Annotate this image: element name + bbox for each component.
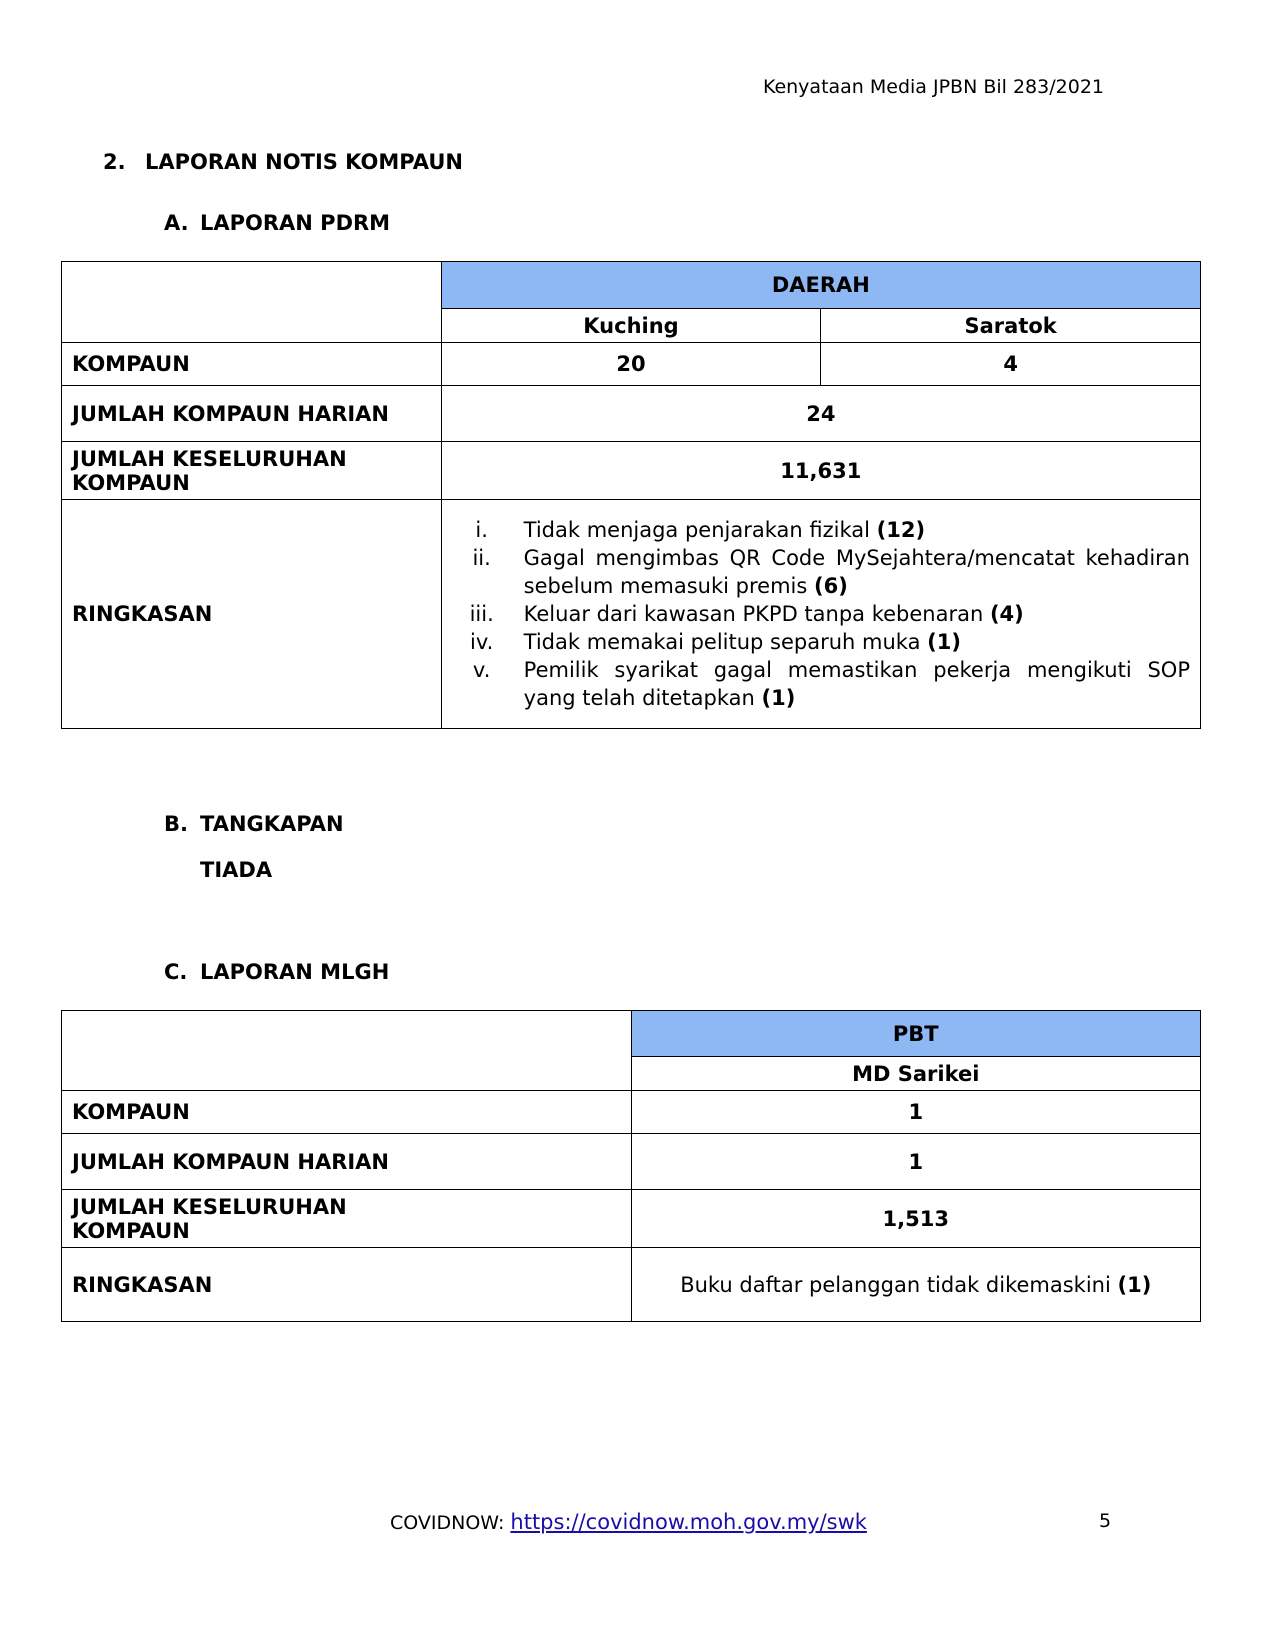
subsection-b-heading [164, 812, 344, 836]
ringkasan-item [452, 600, 1190, 628]
item-number: iv. [470, 630, 494, 654]
subsection-a-number: A. [164, 211, 189, 235]
ringkasan-item [452, 656, 1190, 712]
pdrm-keseluruhan-label [62, 442, 442, 500]
subsection-a-title: LAPORAN PDRM [200, 211, 391, 235]
pdrm-table [61, 261, 1201, 729]
item-text: Pemilik syarikat gagal memastikan pekerja mengikuti SOP yang telah ditetapkan (1) [523, 658, 1190, 710]
pdrm-keseluruhan-value: 11,631 [441, 442, 1200, 500]
tangkapan-value: TIADA [200, 858, 273, 882]
covidnow-link[interactable]: https://covidnow.moh.gov.my/swk [510, 1510, 867, 1534]
pdrm-kompaun-label: KOMPAUN [62, 343, 442, 386]
subsection-a-heading [164, 211, 390, 235]
footer-prefix: COVIDNOW: [390, 1512, 511, 1534]
pdrm-blank-cell [62, 262, 442, 343]
pdrm-ringkasan-cell [441, 500, 1200, 729]
footer [390, 1510, 867, 1534]
mlgh-keseluruhan-label [62, 1190, 632, 1248]
pdrm-col-kuching: Kuching [441, 309, 821, 343]
item-number: iii. [469, 602, 494, 626]
mlgh-kompaun-value: 1 [631, 1091, 1201, 1134]
mlgh-harian-label: JUMLAH KOMPAUN HARIAN [62, 1134, 632, 1190]
mlgh-harian-value: 1 [631, 1134, 1201, 1190]
subsection-c-heading [164, 960, 389, 984]
item-text: Gagal mengimbas QR Code MySejahtera/mencatat kehadiran sebelum memasuki premis (6) [523, 546, 1190, 598]
document-reference: Kenyataan Media JPBN Bil 283/2021 [762, 76, 1104, 98]
item-text: Tidak menjaga penjarakan fizikal (12) [523, 518, 926, 542]
pdrm-kompaun-kuching: 20 [441, 343, 821, 386]
section-heading [103, 150, 463, 174]
section-title: LAPORAN NOTIS KOMPAUN [145, 150, 463, 174]
item-number: ii. [472, 546, 491, 570]
pdrm-harian-label: JUMLAH KOMPAUN HARIAN [62, 386, 442, 442]
mlgh-group-header: PBT [631, 1011, 1201, 1057]
pdrm-col-saratok: Saratok [821, 309, 1201, 343]
pdrm-harian-value: 24 [441, 386, 1200, 442]
pdrm-group-header: DAERAH [441, 262, 1200, 309]
mlgh-table [61, 1010, 1201, 1322]
mlgh-keseluruhan-value: 1,513 [631, 1190, 1201, 1248]
pdrm-ringkasan-list [452, 516, 1190, 712]
pdrm-ringkasan-label: RINGKASAN [62, 500, 442, 729]
mlgh-keseluruhan-label-line1: JUMLAH KESELURUHAN [72, 1194, 347, 1219]
mlgh-blank-cell [62, 1011, 632, 1091]
subsection-b-title: TANGKAPAN [200, 812, 344, 836]
item-text: Tidak memakai pelitup separuh muka (1) [523, 630, 961, 654]
subsection-b-number: B. [164, 812, 188, 836]
item-number: v. [472, 658, 491, 682]
section-number: 2. [103, 150, 126, 174]
ringkasan-item [452, 516, 1190, 544]
subsection-c-title: LAPORAN MLGH [200, 960, 390, 984]
pdrm-keseluruhan-label-line2: KOMPAUN [72, 470, 190, 495]
ringkasan-item [452, 628, 1190, 656]
item-text: Keluar dari kawasan PKPD tanpa kebenaran (4) [523, 602, 1024, 626]
page-number: 5 [1099, 1510, 1112, 1532]
mlgh-ringkasan-label: RINGKASAN [62, 1248, 632, 1322]
mlgh-col-md-sarikei: MD Sarikei [631, 1057, 1201, 1091]
mlgh-ringkasan-value: Buku daftar pelanggan tidak dikemaskini (1) [631, 1248, 1201, 1322]
item-number: i. [475, 518, 488, 542]
mlgh-keseluruhan-label-line2: KOMPAUN [72, 1218, 190, 1243]
pdrm-kompaun-saratok: 4 [821, 343, 1201, 386]
ringkasan-item [452, 544, 1190, 600]
mlgh-kompaun-label: KOMPAUN [62, 1091, 632, 1134]
pdrm-keseluruhan-label-line1: JUMLAH KESELURUHAN [72, 446, 347, 471]
subsection-c-number: C. [164, 960, 188, 984]
